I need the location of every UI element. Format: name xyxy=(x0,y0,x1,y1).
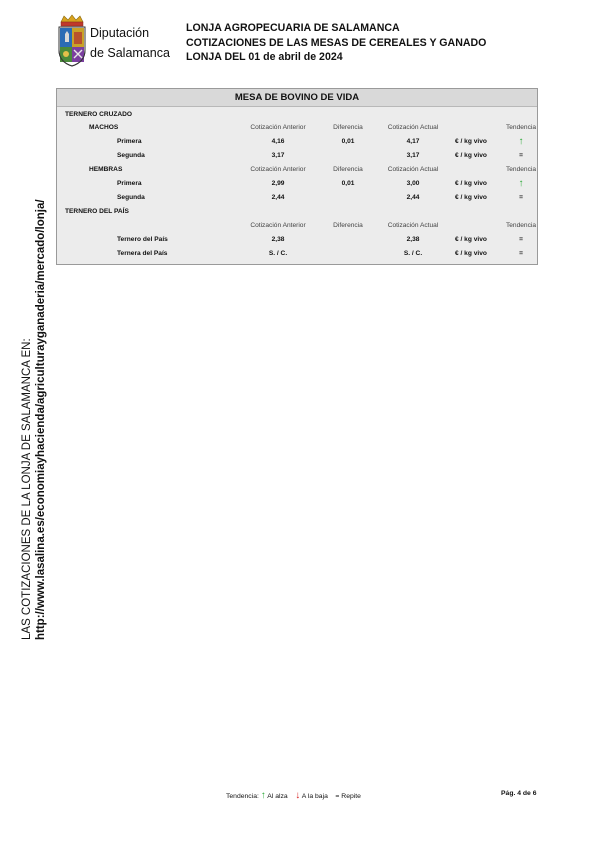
col-header-tendencia: Tendencia xyxy=(505,166,537,173)
group-label: MACHOS xyxy=(89,124,119,131)
col-header-actual: Cotización Actual xyxy=(387,166,439,173)
section-title: TERNERO CRUZADO xyxy=(65,111,133,118)
trend-equal-icon: = xyxy=(519,194,523,201)
row-unit: € / kg vivo xyxy=(455,180,487,187)
row-anterior: 2,99 xyxy=(271,180,285,187)
row-name: Ternero del País xyxy=(117,236,168,243)
side-note-text: LAS COTIZACIONES DE LA LONJA DE SALAMANCA EN: xyxy=(21,338,33,640)
header-line3: LONJA DEL 01 de abril de 2024 xyxy=(186,51,343,63)
row-actual: 2,44 xyxy=(406,194,420,201)
trend-equal-icon: = xyxy=(519,236,523,243)
col-header-tendencia: Tendencia xyxy=(505,124,537,131)
row-name: Primera xyxy=(117,180,142,187)
section-header xyxy=(57,108,537,121)
header-line1: LONJA AGROPECUARIA DE SALAMANCA xyxy=(186,22,400,34)
row-unit: € / kg vivo xyxy=(455,250,487,257)
document-header xyxy=(186,21,486,65)
col-header-diferencia: Diferencia xyxy=(333,166,363,173)
row-anterior: S. / C. xyxy=(268,250,288,257)
trend-up-icon: ↑ xyxy=(518,178,524,189)
section-header xyxy=(57,205,537,218)
col-header-diferencia: Diferencia xyxy=(333,124,363,131)
table-row xyxy=(57,247,537,260)
row-name: Segunda xyxy=(117,194,145,201)
coat-of-arms-icon xyxy=(56,14,88,68)
row-unit: € / kg vivo xyxy=(455,194,487,201)
bovino-table xyxy=(56,88,538,265)
group-header-row xyxy=(57,121,537,134)
row-unit: € / kg vivo xyxy=(455,152,487,159)
table-row xyxy=(57,233,537,246)
row-diferencia: 0,01 xyxy=(341,180,355,187)
side-note-url[interactable]: http://www.lasalina.es/economiayhacienda/agriculturayganaderia/mercado/lonja/ xyxy=(35,199,47,640)
col-header-diferencia: Diferencia xyxy=(333,222,363,229)
row-anterior: 2,44 xyxy=(271,194,285,201)
trend-equal-icon: = xyxy=(519,152,523,159)
legend-up-icon: ↑ xyxy=(260,790,266,801)
col-header-anterior: Cotización Anterior xyxy=(250,124,306,131)
page-number: Pág. 4 de 6 xyxy=(501,790,537,797)
section-title: TERNERO DEL PAÍS xyxy=(65,208,129,215)
logo-text-line2: de Salamanca xyxy=(90,46,170,60)
row-actual: S. / C. xyxy=(403,250,423,257)
group-label: HEMBRAS xyxy=(89,166,123,173)
row-unit: € / kg vivo xyxy=(455,236,487,243)
legend-label: Tendencia: xyxy=(226,793,259,800)
row-name: Ternera del País xyxy=(117,250,168,257)
row-actual: 3,17 xyxy=(406,152,420,159)
row-diferencia: 0,01 xyxy=(341,138,355,145)
table-row xyxy=(57,149,537,162)
column-header-row xyxy=(57,219,537,232)
row-actual: 3,00 xyxy=(406,180,420,187)
col-header-tendencia: Tendencia xyxy=(505,222,537,229)
col-header-actual: Cotización Actual xyxy=(387,124,439,131)
trend-legend xyxy=(226,790,361,801)
diputacion-logo xyxy=(56,14,168,68)
legend-equal-label: = Repite xyxy=(335,793,361,800)
trend-equal-icon: = xyxy=(519,250,523,257)
group-header-row xyxy=(57,163,537,176)
legend-down-label: A la baja xyxy=(301,793,328,800)
row-anterior: 4,16 xyxy=(271,138,285,145)
table-row xyxy=(57,177,537,190)
row-name: Segunda xyxy=(117,152,145,159)
table-title: MESA DE BOVINO DE VIDA xyxy=(57,89,537,107)
header-line2: COTIZACIONES DE LAS MESAS DE CEREALES Y GANADO xyxy=(186,36,487,49)
row-anterior: 2,38 xyxy=(271,236,285,243)
col-header-actual: Cotización Actual xyxy=(387,222,439,229)
table-row xyxy=(57,191,537,204)
table-row xyxy=(57,135,537,148)
legend-down-icon: ↓ xyxy=(295,790,301,801)
logo-text-line1: Diputación xyxy=(90,26,150,40)
side-url-note xyxy=(20,199,50,640)
row-actual: 2,38 xyxy=(406,236,420,243)
row-actual: 4,17 xyxy=(406,138,420,145)
trend-up-icon: ↑ xyxy=(518,136,524,147)
row-name: Primera xyxy=(117,138,142,145)
col-header-anterior: Cotización Anterior xyxy=(250,166,306,173)
row-unit: € / kg vivo xyxy=(455,138,487,145)
col-header-anterior: Cotización Anterior xyxy=(250,222,306,229)
legend-up-label: Al alza xyxy=(267,793,288,800)
row-anterior: 3,17 xyxy=(271,152,285,159)
